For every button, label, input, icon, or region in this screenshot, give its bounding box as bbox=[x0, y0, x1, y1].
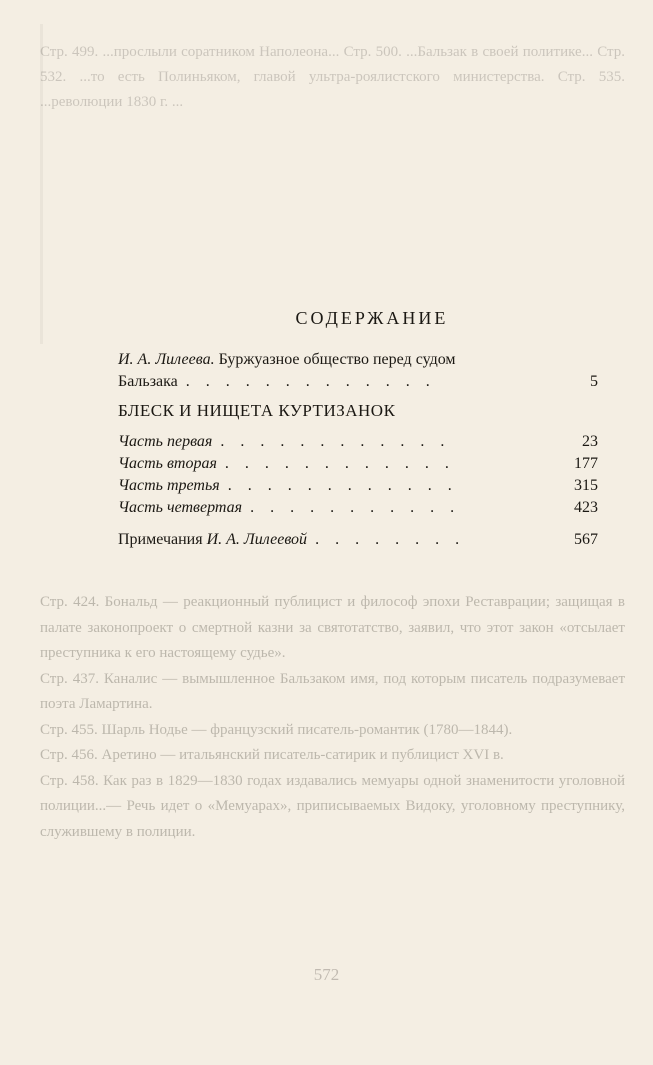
toc-entry-part bbox=[118, 453, 598, 475]
toc-heading: СОДЕРЖАНИЕ bbox=[295, 308, 449, 328]
leader-dots: . . . . . . . . bbox=[315, 531, 466, 548]
bleed-through-text-bottom: Стр. 424. Бональд — реакционный публицист и философ эпохи Реставрации; защищая в палате законопроект о смертной казни за святотатство, заявил, что этот закон «отсылает преступника к его настоящему судье». Стр. 437. Каналис — вымышленное Бальзаком имя, под которым писатель подразумевает поэта Ламартина. Стр. 455. Шарль Нодье — французский писатель-романтик (1780—1844). Стр. 456. Аретино — итальянский писатель-сатирик и публицист XVI в. Стр. 458. Как раз в 1829—1830 годах издавались мемуары одной знаменитости уголовной полиции...— Речь идет о «Мемуарах», приписываемых Видоку, уголовному преступнику, служившему в полиции. bbox=[40, 594, 625, 840]
leader-dots: . . . . . . . . . . . . bbox=[224, 455, 455, 472]
part-label: Часть третья bbox=[118, 477, 220, 494]
novel-title: БЛЕСК И НИЩЕТА КУРТИЗАНОК bbox=[118, 401, 396, 420]
toc-entry-intro-line2 bbox=[118, 371, 598, 393]
page-number: 5 bbox=[590, 373, 598, 390]
part-label: Часть вторая bbox=[118, 455, 217, 472]
notes-author: И. А. Лилеевой bbox=[206, 531, 308, 548]
intro-title-part1: Буржуазное общество перед судом bbox=[214, 351, 456, 368]
notes-prefix: Примечания bbox=[118, 531, 207, 548]
page-number: 23 bbox=[582, 433, 598, 450]
leader-dots: . . . . . . . . . . . . . bbox=[185, 373, 436, 390]
table-of-contents bbox=[118, 300, 598, 551]
leader-dots: . . . . . . . . . . . . bbox=[227, 477, 458, 494]
toc-entry-intro-line1 bbox=[118, 349, 598, 371]
bleed-through-page-number: 572 bbox=[313, 965, 340, 984]
page-number: 315 bbox=[574, 477, 598, 494]
part-label: Часть четвертая bbox=[118, 499, 243, 516]
toc-entry-notes bbox=[118, 529, 598, 551]
intro-title-part2: Бальзака bbox=[118, 373, 178, 390]
toc-entry-part bbox=[118, 475, 598, 497]
page-number: 423 bbox=[574, 499, 598, 516]
bleed-through-text-top: Стр. 499. ...прослыли соратником Наполеона... Стр. 500. ...Бальзак в своей политике... Стр. 532. ...то есть Полиньяком, главой ультра-роялистского министерства. Стр. 535. ...революции 1830 г. ... bbox=[40, 44, 625, 110]
leader-dots: . . . . . . . . . . . . bbox=[220, 433, 451, 450]
intro-author: И. А. Лилеева. bbox=[118, 351, 215, 368]
toc-entry-part bbox=[118, 497, 598, 519]
page-number: 567 bbox=[574, 531, 598, 548]
part-label: Часть первая bbox=[118, 433, 213, 450]
notes-label bbox=[118, 529, 307, 551]
page-number: 177 bbox=[574, 455, 598, 472]
toc-entry-part bbox=[118, 431, 598, 453]
leader-dots: . . . . . . . . . . . bbox=[250, 499, 461, 516]
